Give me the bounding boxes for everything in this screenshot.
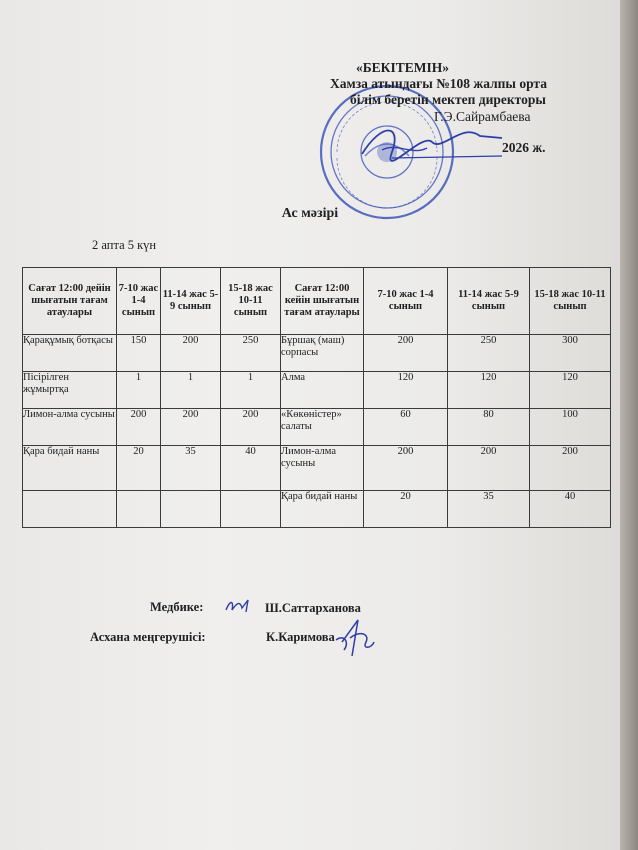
portion-cell: 120 bbox=[364, 372, 448, 409]
portion-cell: 100 bbox=[530, 409, 611, 446]
portion-cell: 40 bbox=[221, 446, 281, 491]
portion-cell: 200 bbox=[117, 409, 161, 446]
portion-cell: 200 bbox=[364, 446, 448, 491]
table-row bbox=[23, 409, 611, 446]
dish-cell: Лимон-алма сусыны bbox=[281, 446, 364, 491]
table-row bbox=[23, 491, 611, 528]
portion-cell: 200 bbox=[448, 446, 530, 491]
director-name: Г.Э.Сайрамбаева bbox=[434, 109, 531, 124]
portion-cell: 35 bbox=[161, 446, 221, 491]
portion-cell bbox=[221, 491, 281, 528]
approval-year: 2026 ж. bbox=[502, 140, 546, 155]
header-age-7-10: 7-10 жас 1-4 сынып bbox=[117, 268, 161, 335]
portion-cell: 20 bbox=[364, 491, 448, 528]
header-age-15-18: 15-18 жас 10-11 сынып bbox=[221, 268, 281, 335]
portion-cell: 120 bbox=[530, 372, 611, 409]
portion-cell: 200 bbox=[161, 409, 221, 446]
nurse-signature bbox=[222, 596, 254, 616]
nurse-label: Медбике: bbox=[150, 600, 204, 614]
portion-cell: 1 bbox=[221, 372, 281, 409]
portion-cell: 250 bbox=[448, 335, 530, 372]
portion-cell: 250 bbox=[221, 335, 281, 372]
portion-cell: 20 bbox=[117, 446, 161, 491]
header-before-noon: Сағат 12:00 дейін шығатын тағам атаулары bbox=[23, 268, 117, 335]
header-age-11-14-pm: 11-14 жас 5-9 сынып bbox=[448, 268, 530, 335]
portion-cell: 300 bbox=[530, 335, 611, 372]
portion-cell: 200 bbox=[530, 446, 611, 491]
director-title: білім беретін мектеп директоры bbox=[350, 92, 546, 107]
table-surface bbox=[620, 0, 638, 850]
portion-cell: 120 bbox=[448, 372, 530, 409]
school-name: Хамза атындағы №108 жалпы орта bbox=[330, 76, 547, 91]
dish-cell: Қара бидай наны bbox=[23, 446, 117, 491]
dish-cell: Алма bbox=[281, 372, 364, 409]
dish-cell: Пісірілген жұмыртқа bbox=[23, 372, 117, 409]
header-after-noon: Сағат 12:00 кейін шығатын тағам атаулары bbox=[281, 268, 364, 335]
week-day-label: 2 апта 5 күн bbox=[92, 238, 157, 252]
portion-cell: 200 bbox=[161, 335, 221, 372]
dish-cell: Бұршақ (маш) сорпасы bbox=[281, 335, 364, 372]
portion-cell: 40 bbox=[530, 491, 611, 528]
approval-heading: «БЕКІТЕМІН» bbox=[356, 60, 449, 75]
dish-cell: Қарақұмық ботқасы bbox=[23, 335, 117, 372]
portion-cell: 150 bbox=[117, 335, 161, 372]
dish-cell: Қара бидай наны bbox=[281, 491, 364, 528]
table-row bbox=[23, 446, 611, 491]
portion-cell: 35 bbox=[448, 491, 530, 528]
canteen-manager-label: Асхана меңгерушісі: bbox=[90, 630, 206, 644]
portion-cell bbox=[117, 491, 161, 528]
dish-cell bbox=[23, 491, 117, 528]
page-title: Ас мәзірі bbox=[281, 206, 339, 221]
portion-cell: 60 bbox=[364, 409, 448, 446]
table-header-row bbox=[23, 268, 611, 335]
portion-cell: 1 bbox=[117, 372, 161, 409]
portion-cell bbox=[161, 491, 221, 528]
dish-cell: «Көкөністер» салаты bbox=[281, 409, 364, 446]
header-age-11-14: 11-14 жас 5-9 сынып bbox=[161, 268, 221, 335]
canteen-manager-signature bbox=[330, 612, 376, 664]
nurse-name: Ш.Саттарханова bbox=[265, 601, 361, 615]
portion-cell: 200 bbox=[364, 335, 448, 372]
header-age-15-18-pm: 15-18 жас 10-11 сынып bbox=[530, 268, 611, 335]
portion-cell: 1 bbox=[161, 372, 221, 409]
menu-table bbox=[22, 267, 611, 528]
table-row bbox=[23, 372, 611, 409]
header-age-7-10-pm: 7-10 жас 1-4 сынып bbox=[364, 268, 448, 335]
portion-cell: 200 bbox=[221, 409, 281, 446]
table-row bbox=[23, 335, 611, 372]
portion-cell: 80 bbox=[448, 409, 530, 446]
dish-cell: Лимон-алма сусыны bbox=[23, 409, 117, 446]
canteen-manager-name: К.Каримова bbox=[266, 630, 335, 644]
